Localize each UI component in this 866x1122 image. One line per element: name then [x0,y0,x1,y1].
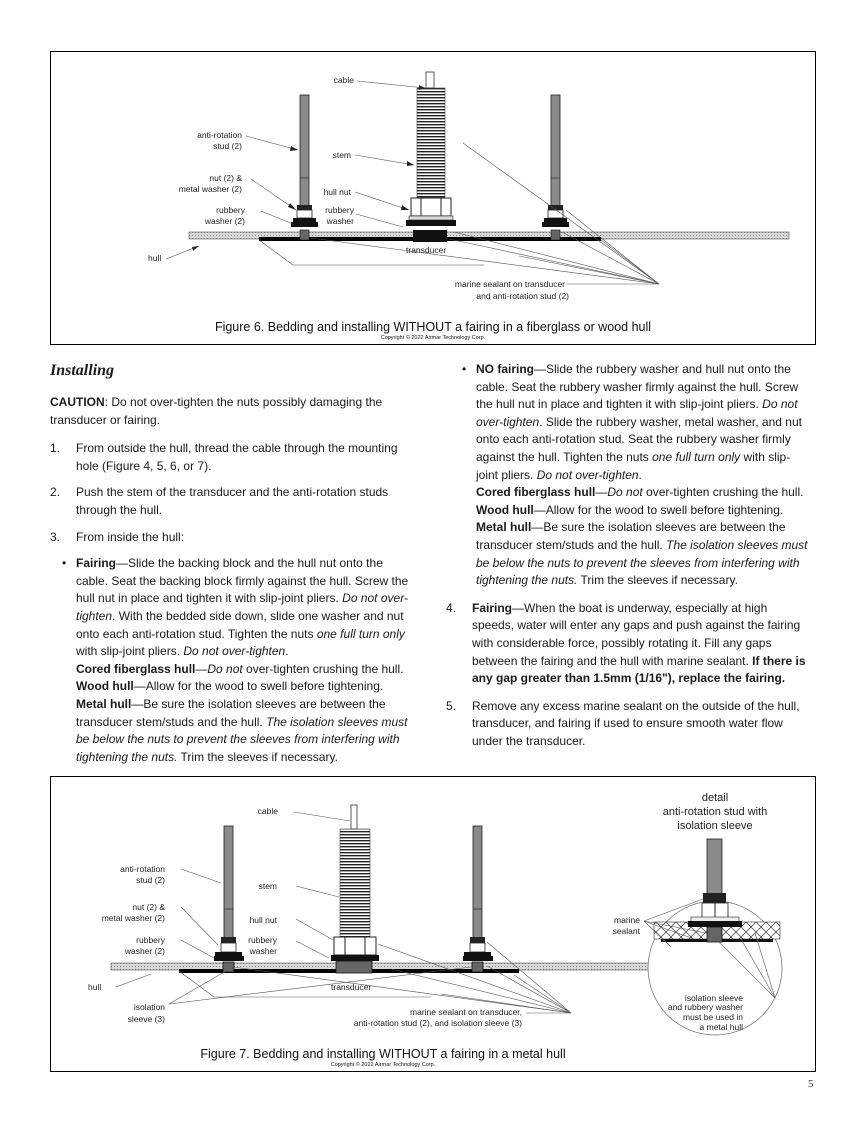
caution-label: CAUTION [50,395,105,409]
wood-hull-note: Wood hull—Allow for the wood to swell before tightening. [476,502,784,517]
caution-paragraph: CAUTION: Do not over-tighten the nuts possibly damaging the transducer or fairing. [50,395,383,427]
metal-hull-note: Metal hull—Be sure the isolation sleeves are between the transducer stem/studs and the hull. The isolation sleeves must be below the nuts to prevent the sleeves from interfering with tightening the nuts. Trim the sleeves if necessary. [76,696,408,764]
label-isolation-sleeve: isolation [133,1002,165,1012]
step-1: 1. From outside the hull, thread the cable through the mounting hole (Figure 4, 5, 6, or 7). [50,441,398,473]
label-anti-rotation: anti-rotation [120,864,165,874]
no-fairing-bullet: • NO fairing—Slide the rubbery washer and hull nut onto the cable. Seat the rubbery washer firmly against the hull. Screw the hull nut in place and tighten it with slip-joint pliers. Do not over-tighten. Slide the rubbery washer, metal washer, and nut onto each anti-rotation stud. Seat the rubbery washer firmly against the hull. Tighten the nuts one full turn only with slip-joint pliers. Do not over-tighten. Cored fiberglass hull—Do not over-tighten crushing the hull. Wood hull—Allow for the wood to swell before tightening. Metal hull—Be sure the isolation sleeves are between the transducer stem/studs and the hull. The isolation sleeves must be below the nuts to prevent the sleeves from interfering with tightening the nuts. Trim the sleeves if necessary. [450,361,812,590]
svg-text:must be used in: must be used in [682,1012,743,1022]
label-cable: cable [333,75,354,85]
svg-text:anti-rotation stud with: anti-rotation stud with [662,806,768,818]
cored-hull-note: Cored fiberglass hull—Do not over-tighten crushing the hull. [76,661,404,676]
svg-text:washer: washer [326,216,354,226]
svg-text:a metal hull: a metal hull [699,1022,743,1032]
label-hull-nut: hull nut [249,915,277,925]
svg-text:washer: washer [249,946,277,956]
label-rubbery-washer: rubbery [248,935,277,945]
label-nut: nut (2) & [209,173,242,183]
step-4: 4. Fairing—When the boat is underway, especially at high speeds, water will enter any gaps and push against the fairing with considerable force, possibly rotating it. Fill any gaps between the fairing and the hull with marine sealant. If there is any gap greater than 1.5mm (1/16"), replace the fairing. [446,600,806,686]
svg-text:sealant: sealant [612,926,640,936]
cored-hull-note: Cored fiberglass hull—Do not over-tighten crushing the hull. [476,485,804,500]
figure-7-caption: Figure 7. Bedding and installing WITHOUT a fairing in a metal hull [200,1047,566,1061]
label-anti-rotation: anti-rotation [197,130,242,140]
step-2: 2. Push the stem of the transducer and the anti-rotation studs through the hull. [50,485,389,517]
label-rubbery-washer-2: rubbery [136,935,165,945]
label-hull: hull [148,253,162,263]
svg-text:metal washer (2): metal washer (2) [178,184,242,194]
figure-6-copyright: Copyright © 2022 Airmar Technology Corp. [380,335,486,341]
label-marine-sealant: marine sealant on transducer [454,279,565,289]
label-rubbery-washer: rubbery [325,205,354,215]
figure-7 [50,776,816,1072]
figure-7-copyright: Copyright © 2022 Airmar Technology Corp. [330,1062,436,1068]
svg-text:and rubbery washer: and rubbery washer [667,1002,743,1012]
svg-text:washer (2): washer (2) [124,946,165,956]
label-nut: nut (2) & [132,902,165,912]
label-stem: stem [258,881,277,891]
figure-7-diagram [51,777,815,1071]
svg-text:anti-rotation stud (2), and is: anti-rotation stud (2), and isolation sleeve (3) [353,1018,522,1028]
right-column [446,361,812,750]
svg-text:metal washer (2): metal washer (2) [101,913,165,923]
svg-text:sleeve (3): sleeve (3) [127,1014,165,1024]
label-transducer: transducer [406,245,447,255]
step-3: 3. From inside the hull: [50,529,185,544]
label-marine-sealant: marine sealant on transducer, [410,1007,522,1017]
label-rubbery-washer-2: rubbery [216,205,245,215]
svg-text:stud (2): stud (2) [136,875,165,885]
stem-shape [417,88,445,198]
figure-6-diagram [51,52,815,344]
label-hull: hull [88,982,102,992]
svg-text:and anti-rotation stud (2): and anti-rotation stud (2) [476,291,569,301]
label-cable: cable [257,806,278,816]
svg-text:washer (2): washer (2) [204,216,245,226]
detail-title: detail [701,792,729,804]
label-stem: stem [332,150,351,160]
figure-6-caption: Figure 6. Bedding and installing WITHOUT a fairing in a fiberglass or wood hull [214,320,652,334]
svg-text:isolation sleeve: isolation sleeve [677,820,753,832]
metal-hull-note: Metal hull—Be sure the isolation sleeves are between the transducer stem/studs and the hull. The isolation sleeves must be below the nuts to prevent the sleeves from interfering with tightening the nuts. Trim the sleeves if necessary. [476,520,808,588]
label-hull-nut: hull nut [323,187,351,197]
figure-6 [50,51,816,345]
wood-hull-note: Wood hull—Allow for the wood to swell before tightening. [76,679,384,694]
label-isolation-note: isolation sleeve [684,993,743,1003]
page-number: 5 [808,1078,814,1090]
left-column [50,394,415,766]
label-marine-sealant-detail: marine [614,915,640,925]
svg-text:stud (2): stud (2) [213,141,242,151]
section-title: Installing [50,362,115,379]
step-5: 5. Remove any excess marine sealant on the outside of the hull, transducer, and fairing if used to ensure smooth water flow under the transducer. [446,698,800,748]
fairing-bullet: • Fairing—Slide the backing block and the hull nut onto the cable. Seat the backing block firmly against the hull. Screw the hull nut in place and tighten it with slip-joint pliers. Do not over-tighten. With the bedded side down, slide one washer and nut onto each anti-rotation stud. Tighten the nuts one full turn only with slip-joint pliers. Do not over-tighten. Cored fiberglass hull—Do not over-tighten crushing the hull. Wood hull—Allow for the wood to swell before tightening. Metal hull—Be sure the isolation sleeves are between the transducer stem/studs and the hull. The isolation sleeves must be below the nuts to prevent the sleeves from interfering with tightening the nuts. Trim the sleeves if necessary. [50,555,415,766]
label-transducer: transducer [331,982,372,992]
